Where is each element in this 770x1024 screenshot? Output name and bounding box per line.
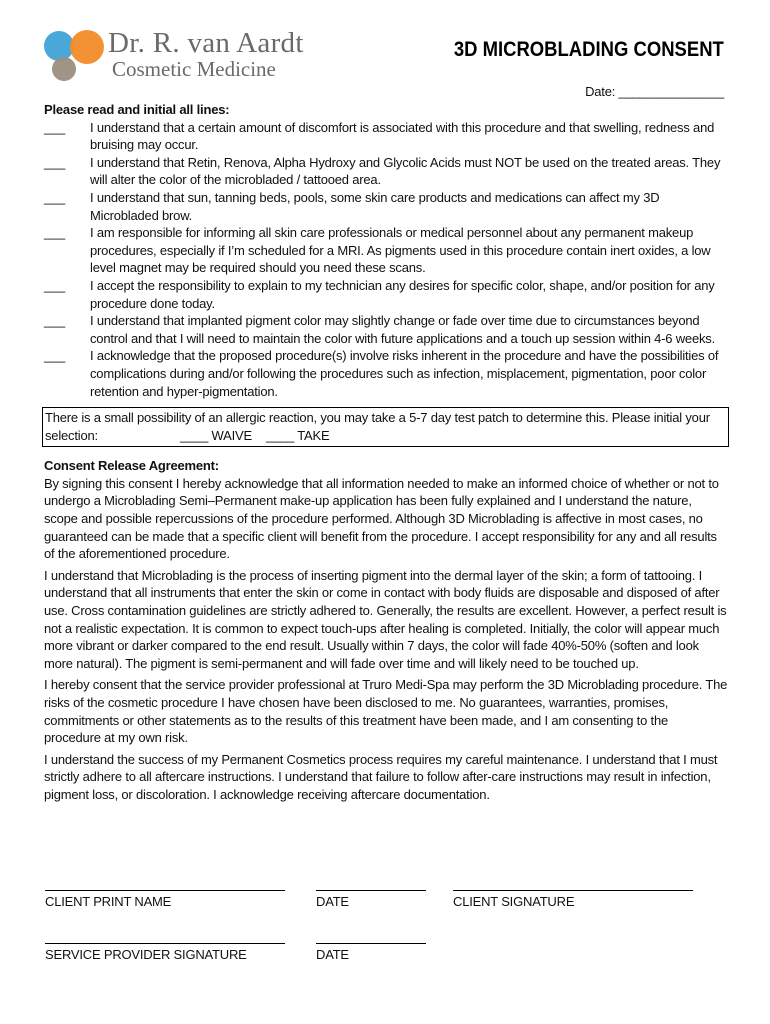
waive-option[interactable]: ____ WAIVE [180, 427, 252, 443]
initial-item-text: I understand that implanted pigment color may slightly change or fade over time due to circumstances beyond control and that I will need to maintain the color with future applications and a touch up session within 4-6 weeks. [90, 313, 716, 346]
release-paragraph: By signing this consent I hereby acknowledge that all information needed to make an informed choice of whether or not to undergo a Microblading Semi–Permanent make-up application has been fully explained and I understand the nature, scope and possible repercussions of the procedure performed. Although 3D Microblading is affective in most cases, no guaranteed can be made that a specific client will benefit from the procedure. I accept responsibility for any and all results of the aforementioned procedure. [44, 475, 719, 562]
page-title: 3D MICROBLADING CONSENT [453, 38, 724, 61]
initial-blank[interactable]: ___ [44, 189, 66, 205]
initial-blank[interactable]: ___ [44, 277, 66, 293]
date-field-1[interactable] [316, 880, 426, 909]
initial-blank[interactable]: ___ [44, 119, 66, 135]
initial-item [44, 312, 728, 347]
instructions-heading: Please read and initial all lines: [44, 102, 230, 117]
initial-item-text: I accept the responsibility to explain to my technician any desires for specific color, shape, and/or position for any procedure done today. [90, 277, 715, 311]
date-label-2: DATE [316, 947, 349, 962]
initial-blank[interactable]: ___ [44, 348, 66, 364]
form-body [44, 101, 728, 808]
allergy-text: There is a small possibility of an allergic reaction, you may take a 5-7 day test patch to determine this. Please initial your [45, 410, 710, 426]
date-label-1: DATE [316, 894, 349, 909]
provider-signature-label: SERVICE PROVIDER SIGNATURE [45, 947, 247, 962]
client-print-name-label: CLIENT PRINT NAME [45, 894, 172, 909]
initial-item-text: I acknowledge that the proposed procedure(s) involve risks inherent in the procedure and have the possibilities of complications during and/or following the procedures such as infection, misplacement, pigmentation, poor color retention and hyper-pigmentation. [90, 348, 719, 399]
client-signature-field[interactable] [453, 880, 693, 909]
release-paragraph: I understand the success of my Permanent Cosmetics process requires my careful maintenance. I understand that I must strictly adhere to all aftercare instructions. I understand that failure to follow after-care instructions may result in infection, pigment loss, or discoloration. I acknowledge receiving aftercare documentation. [44, 751, 718, 802]
initial-item [44, 224, 728, 277]
client-print-name-field[interactable] [45, 880, 285, 909]
initial-list [44, 119, 728, 401]
initial-item-text: I understand that Retin, Renova, Alpha Hydroxy and Glycolic Acids must NOT be used on the treated areas. They will alter the color of the microbladed / tattooed area. [90, 154, 721, 188]
initial-item [44, 119, 728, 154]
selection-label: selection: [45, 427, 98, 443]
initial-item [44, 347, 728, 400]
logo-subtitle: Cosmetic Medicine [112, 57, 276, 81]
initial-blank[interactable]: ___ [44, 154, 66, 170]
release-paragraph: I understand that Microblading is the process of inserting pigment into the dermal layer of the skin; a form of tattooing. I understand that all instruments that enter the skin or come in contact with body fluids are disposable and disposed of after use. Cross contamination guidelines are strictly adhered to. Generally, the results are excellent. However, a perfect result is not a realistic expectation. It is common to expect touch-ups after healing is completed. Initially, the color will appear much more vibrant or darker compared to the end result. Usually within 7 days, the color will fade 40%-50% (soften and look more natural). The pigment is semi-permanent and will fade over time and will likely need to be touched up. [44, 567, 727, 671]
initial-blank[interactable]: ___ [44, 313, 66, 329]
initial-item [44, 189, 728, 224]
logo-name: Dr. R. van Aardt [108, 27, 304, 59]
allergy-test-box [42, 407, 729, 447]
initial-blank[interactable]: ___ [44, 225, 66, 241]
provider-signature-field[interactable] [45, 933, 285, 962]
initial-item-text: I am responsible for informing all skin care professionals or medical personnel about any permanent makeup procedures, especially if I’m scheduled for a MRI. As pigments used in this procedure contain inert oxides, a low level magnet may be required should you need these scans. [90, 225, 711, 276]
logo-circles-icon [42, 28, 106, 84]
client-signature-label: CLIENT SIGNATURE [453, 894, 575, 909]
initial-item [44, 277, 728, 312]
initial-item [44, 154, 728, 189]
initial-item-text: I understand that sun, tanning beds, pools, some skin care products and medications can affect my 3D Microbladed brow. [90, 189, 660, 223]
take-option[interactable]: ____ TAKE [265, 427, 330, 443]
date-field-2[interactable] [316, 933, 426, 962]
initial-item-text: I understand that a certain amount of discomfort is associated with this procedure and that swelling, redness and bruising may occur. [90, 119, 715, 153]
release-heading: Consent Release Agreement: [44, 458, 219, 474]
date-field[interactable]: Date: _______________ [585, 84, 724, 99]
release-paragraph: I hereby consent that the service provider professional at Truro Medi-Spa may perform the 3D Microblading procedure. The risks of the cosmetic procedure I have chosen have been disclosed to me. No guarantees, warranties, promises, commitments or other statements as to the results of this treatment have been made, and I am consenting to the procedure at my own risk. [44, 677, 728, 746]
clinic-logo [42, 28, 352, 84]
